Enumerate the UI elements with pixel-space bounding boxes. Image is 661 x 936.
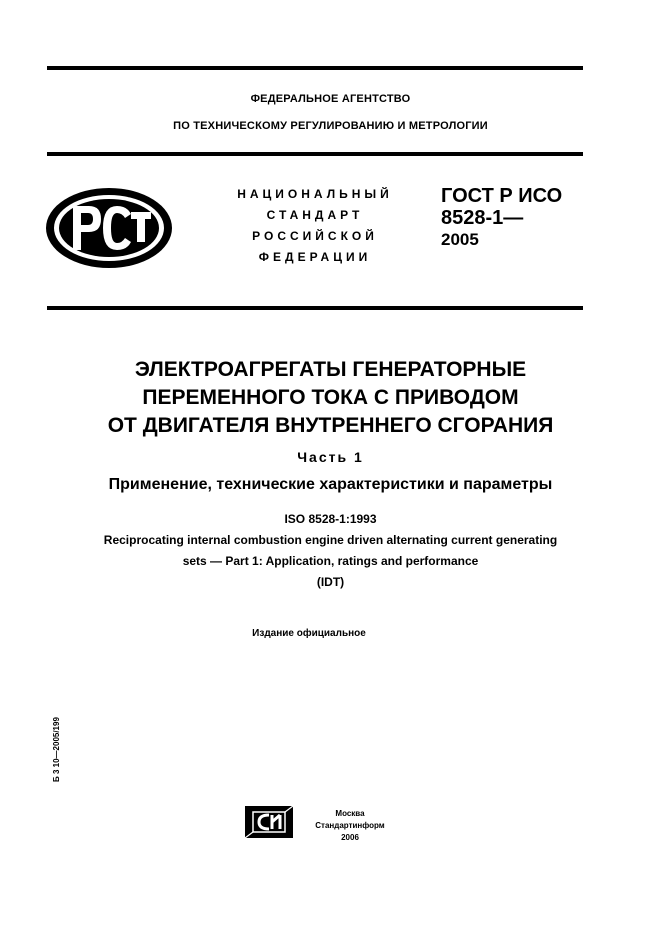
title-line2: ПЕРЕМЕННОГО ТОКА С ПРИВОДОМ	[142, 386, 519, 409]
document-subtitle: Применение, технические характеристики и параметры	[108, 476, 553, 493]
standard-type-line1: НАЦИОНАЛЬНЫЙ	[237, 187, 393, 201]
publisher-block	[300, 808, 400, 844]
header-rule	[47, 306, 583, 310]
agency-rule	[47, 152, 583, 156]
document-title	[0, 356, 661, 440]
standard-designation	[441, 185, 562, 251]
top-rule	[47, 66, 583, 70]
publisher-name: Стандартинформ	[315, 821, 385, 830]
title-line1: ЭЛЕКТРОАГРЕГАТЫ ГЕНЕРАТОРНЫЕ	[134, 358, 527, 381]
designation-line2: 8528-1—	[441, 207, 524, 229]
publisher-year: 2006	[341, 833, 359, 842]
iso-title-line2: sets — Part 1: Application, ratings and performance	[182, 554, 479, 568]
iso-equivalence: (IDT)	[316, 575, 345, 589]
agency-name-line1: ФЕДЕРАЛЬНОЕ АГЕНТСТВО	[250, 93, 411, 105]
iso-number: ISO 8528-1:1993	[284, 512, 377, 526]
side-code: Б 3 10—2005/199	[52, 717, 61, 782]
title-line3: ОТ ДВИГАТЕЛЯ ВНУТРЕННЕГО СГОРАНИЯ	[107, 414, 554, 437]
iso-title-line1: Reciprocating internal combustion engine driven alternating current generating	[103, 533, 558, 547]
standard-type-line4: ФЕДЕРАЦИИ	[258, 250, 372, 264]
part-number: Часть 1	[297, 449, 364, 465]
iso-reference	[0, 509, 661, 593]
designation-line1: ГОСТ Р ИСО	[441, 185, 563, 207]
rst-logo-icon	[43, 186, 175, 270]
agency-name-line2: ПО ТЕХНИЧЕСКОМУ РЕГУЛИРОВАНИЮ И МЕТРОЛОГИИ	[173, 120, 488, 132]
standard-type-line2: СТАНДАРТ	[266, 208, 364, 222]
edition-label: Издание официальное	[252, 628, 366, 639]
designation-year: 2005	[441, 230, 479, 249]
standard-type-line3: РОССИЙСКОЙ	[252, 229, 378, 243]
publisher-city: Москва	[335, 809, 365, 818]
standartinform-logo-icon	[245, 806, 293, 838]
standard-type	[200, 184, 430, 268]
